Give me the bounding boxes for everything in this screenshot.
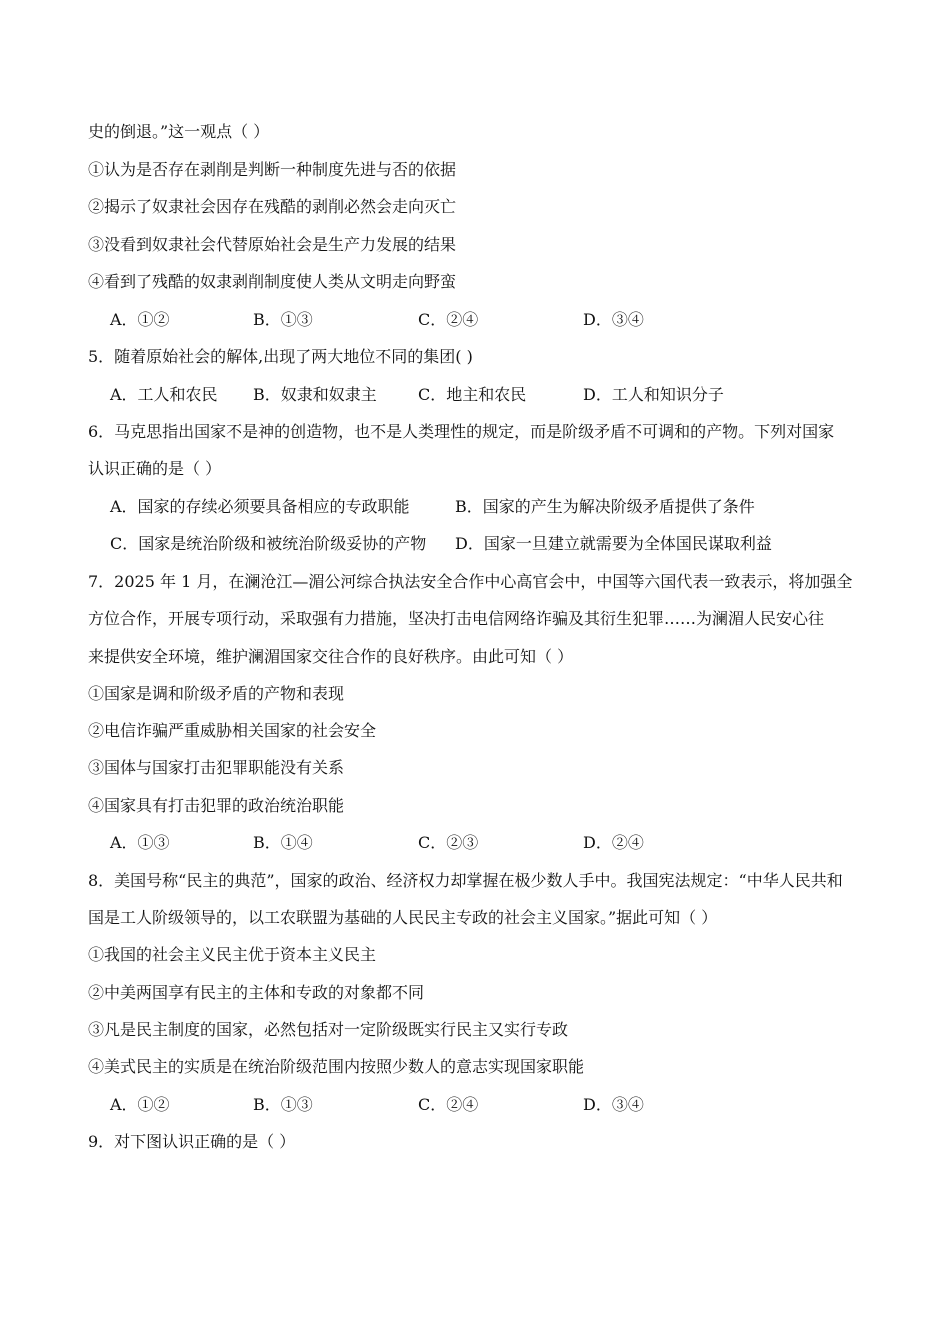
q9-stem: 9．对下图认识正确的是（ ） (88, 1132, 296, 1151)
q4-stem-end: 史的倒退。”这一观点（ ） (88, 122, 270, 141)
q4-option-b: B．①③ (253, 310, 313, 329)
q8-statement-4: ④美式民主的实质是在统治阶级范围内按照少数人的意志实现国家职能 (88, 1057, 585, 1076)
q4-statement-4: ④看到了残酷的奴隶剥削制度使人类从文明走向野蛮 (88, 272, 457, 291)
q7-statement-2: ②电信诈骗严重威胁相关国家的社会安全 (88, 721, 377, 740)
q4-statement-1: ①认为是否存在剥削是判断一种制度先进与否的依据 (88, 160, 457, 179)
q8-statement-3: ③凡是民主制度的国家，必然包括对一定阶级既实行民主又实行专政 (88, 1020, 569, 1039)
q7-option-a: A．①③ (110, 833, 170, 852)
q5-option-c: C．地主和农民 (418, 385, 527, 404)
q8-option-d: D．③④ (583, 1095, 644, 1114)
q7-statement-4: ④国家具有打击犯罪的政治统治职能 (88, 796, 345, 815)
q4-statement-2: ②揭示了奴隶社会因存在残酷的剥削必然会走向灭亡 (88, 197, 457, 216)
q7-statement-3: ③国体与国家打击犯罪职能没有关系 (88, 758, 345, 777)
q7-option-d: D．②④ (583, 833, 644, 852)
q6-option-b: B．国家的产生为解决阶级矛盾提供了条件 (455, 497, 755, 516)
q8-statement-2: ②中美两国享有民主的主体和专政的对象都不同 (88, 983, 425, 1002)
q5-option-d: D．工人和知识分子 (583, 385, 724, 404)
q8-stem-line-2: 国是工人阶级领导的，以工农联盟为基础的人民民主专政的社会主义国家。”据此可知（ ） (88, 908, 718, 927)
q8-option-c: C．②④ (418, 1095, 479, 1114)
q5-option-b: B．奴隶和奴隶主 (253, 385, 377, 404)
q7-option-c: C．②③ (418, 833, 479, 852)
q6-stem-line-2: 认识正确的是（ ） (88, 459, 222, 478)
q7-stem-line-3: 来提供安全环境，维护澜湄国家交往合作的良好秩序。由此可知（ ） (88, 647, 574, 666)
q8-stem-line-1: 8．美国号称“民主的典范”，国家的政治、经济权力却掌握在极少数人手中。我国宪法规定：“中华人民共和 (88, 871, 843, 890)
q7-option-b: B．①④ (253, 833, 313, 852)
q6-option-c: C．国家是统治阶级和被统治阶级妥协的产物 (110, 534, 427, 553)
q5-option-a: A．工人和农民 (110, 385, 218, 404)
q7-statement-1: ①国家是调和阶级矛盾的产物和表现 (88, 684, 345, 703)
q5-stem: 5．随着原始社会的解体,出现了两大地位不同的集团( ) (88, 347, 473, 366)
q8-option-a: A．①② (110, 1095, 170, 1114)
q4-option-c: C．②④ (418, 310, 479, 329)
q8-statement-1: ①我国的社会主义民主优于资本主义民主 (88, 945, 377, 964)
q6-stem-line-1: 6．马克思指出国家不是神的创造物，也不是人类理性的规定，而是阶级矛盾不可调和的产物。下列对国家 (88, 422, 835, 441)
q7-stem-line-2: 方位合作，开展专项行动，采取强有力措施，坚决打击电信网络诈骗及其衍生犯罪……为澜湄人民安心往 (88, 609, 825, 628)
q6-option-d: D．国家一旦建立就需要为全体国民谋取利益 (455, 534, 772, 553)
q7-stem-line-1: 7．2025 年 1 月，在澜沧江—湄公河综合执法安全合作中心高官会中，中国等六国代表一致表示，将加强全 (88, 572, 853, 591)
q4-option-d: D．③④ (583, 310, 644, 329)
q8-option-b: B．①③ (253, 1095, 313, 1114)
q6-option-a: A．国家的存续必须要具备相应的专政职能 (110, 497, 410, 516)
q4-statement-3: ③没看到奴隶社会代替原始社会是生产力发展的结果 (88, 235, 457, 254)
q4-option-a: A．①② (110, 310, 170, 329)
